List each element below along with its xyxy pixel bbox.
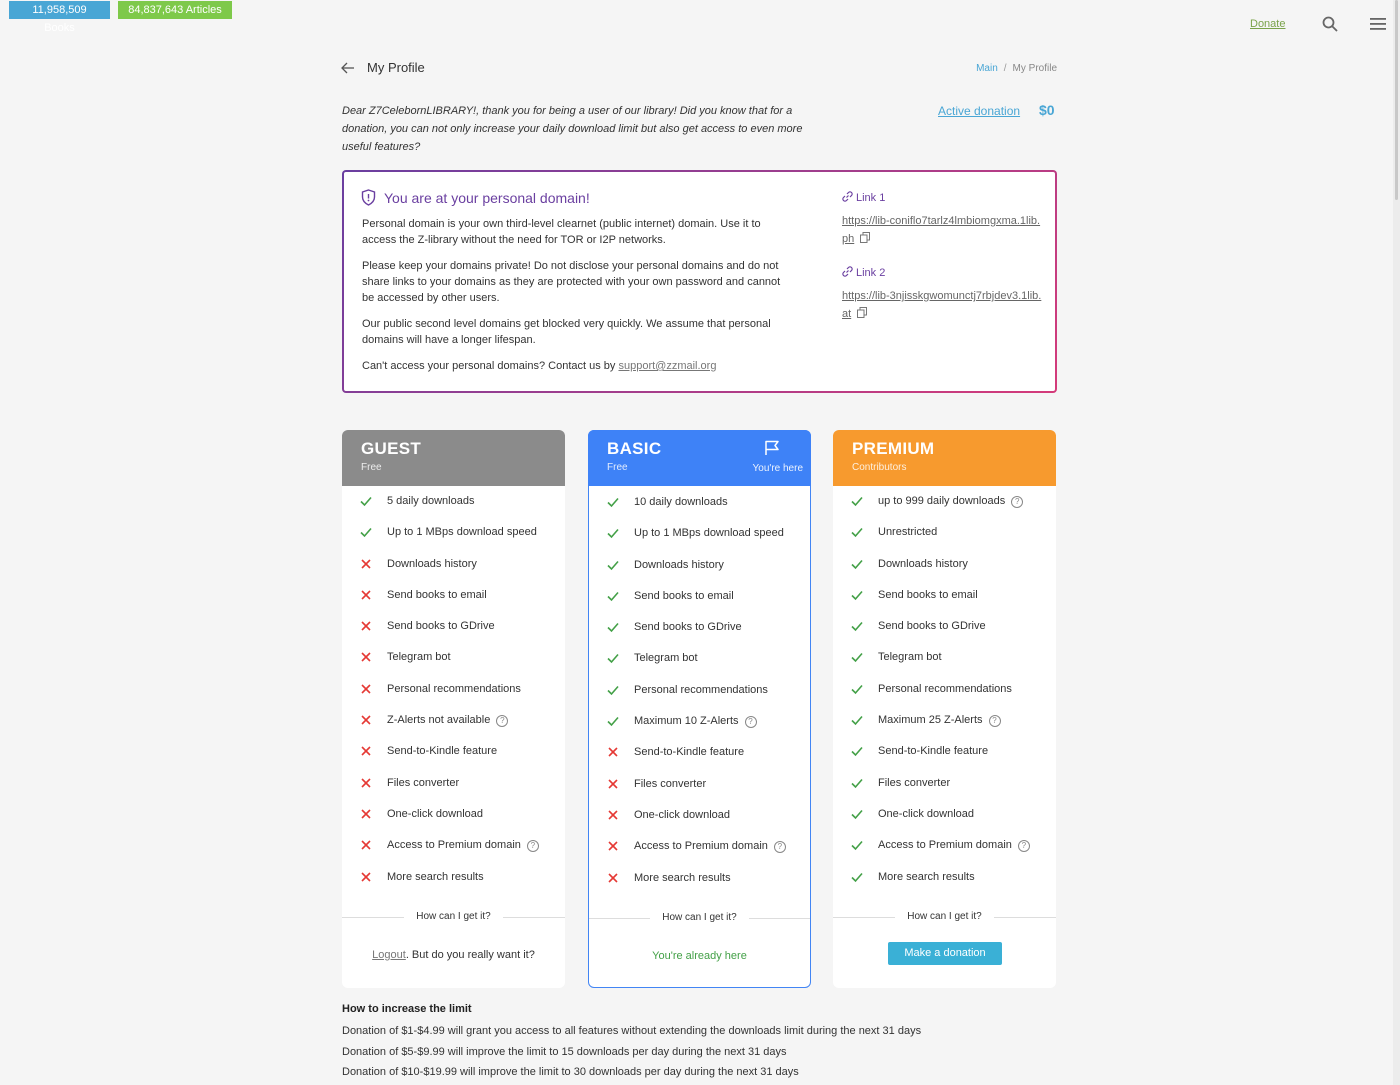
feature-label: One-click download	[878, 807, 974, 820]
feature-item	[851, 493, 1051, 524]
check-icon	[851, 714, 863, 726]
plan-footer-basic	[589, 950, 810, 962]
breadcrumb-current: My Profile	[1012, 63, 1057, 74]
feature-label: Telegram bot	[387, 651, 451, 664]
feature-item	[607, 494, 807, 525]
scrollbar-thumb[interactable]	[1395, 0, 1398, 200]
check-icon	[607, 496, 619, 508]
feature-item	[607, 619, 807, 650]
feature-item	[607, 807, 807, 838]
feature-label: Z-Alerts not available ?	[387, 712, 508, 728]
feature-label: Send books to email	[634, 589, 734, 602]
check-icon	[607, 527, 619, 539]
feature-item	[607, 838, 807, 869]
personal-domain-title: You are at your personal domain!	[384, 190, 590, 206]
articles-count-badge[interactable]: 84,837,643 Articles	[118, 1, 232, 19]
feature-item	[851, 587, 1051, 618]
feature-item	[360, 775, 560, 806]
plan-card-basic	[588, 430, 811, 988]
feature-label: Downloads history	[634, 558, 724, 571]
search-icon[interactable]	[1322, 16, 1338, 32]
check-icon	[851, 620, 863, 632]
check-icon	[851, 495, 863, 507]
feature-item	[360, 587, 560, 618]
feature-label: Telegram bot	[634, 652, 698, 665]
feature-item	[851, 524, 1051, 555]
feature-list	[851, 493, 1051, 900]
check-icon	[851, 526, 863, 538]
logout-suffix: . But do you really want it?	[405, 949, 535, 961]
cross-icon	[360, 714, 372, 726]
increase-limit-section	[342, 1003, 1042, 1083]
cross-icon	[360, 651, 372, 663]
feature-label: Downloads history	[387, 557, 477, 570]
plans-section	[342, 430, 1057, 990]
how-can-i-get-it: How can I get it?	[833, 910, 1056, 924]
check-icon	[360, 495, 372, 507]
feature-label: Maximum 10 Z-Alerts ?	[634, 713, 757, 729]
plan-header-guest	[342, 430, 565, 486]
feature-item	[607, 744, 807, 775]
feature-label: Access to Premium domain ?	[878, 837, 1030, 853]
cross-icon	[607, 746, 619, 758]
feature-item	[851, 837, 1051, 868]
feature-item	[360, 837, 560, 868]
feature-item	[607, 557, 807, 588]
increase-limit-title: How to increase the limit	[342, 1003, 472, 1015]
personal-domain-contact	[362, 358, 782, 374]
plan-footer-guest	[342, 949, 565, 961]
intro-text: Dear Z7CelebornLIBRARY!, thank you for being a user of our library! Did you know that for a donation, you can not only increase your daily download limit but also get access to even more useful features?	[342, 105, 803, 153]
plan-subtitle: Free	[607, 462, 628, 473]
help-icon[interactable]: ?	[774, 841, 786, 853]
how-can-i-get-it: How can I get it?	[342, 910, 565, 924]
hamburger-menu-icon[interactable]	[1370, 17, 1386, 31]
feature-item	[851, 869, 1051, 900]
check-icon	[851, 871, 863, 883]
active-donation-amount: $0	[1039, 102, 1055, 118]
feature-label: Personal recommendations	[878, 682, 1012, 695]
feature-label: Send-to-Kindle feature	[634, 746, 745, 759]
feature-item	[360, 806, 560, 837]
page-title: My Profile	[367, 60, 425, 75]
cross-icon	[360, 589, 372, 601]
feature-label: Send books to GDrive	[634, 621, 742, 634]
cross-icon	[607, 778, 619, 790]
check-icon	[851, 558, 863, 570]
feature-item	[360, 556, 560, 587]
check-icon	[607, 715, 619, 727]
feature-label: Maximum 25 Z-Alerts ?	[878, 712, 1001, 728]
feature-item	[607, 682, 807, 713]
link-icon	[842, 191, 853, 202]
feature-label: Personal recommendations	[387, 682, 521, 695]
personal-domain-box	[342, 170, 1057, 393]
logout-link[interactable]: Logout	[372, 949, 406, 961]
feature-item	[607, 525, 807, 556]
link-1-label: Link 1	[842, 191, 885, 204]
link-1-url[interactable]: https://lib-coniflo7tarlz4lmbiomgxma.1lib.ph	[842, 215, 1041, 245]
cross-icon	[360, 683, 372, 695]
check-icon	[851, 808, 863, 820]
increase-limit-line: Donation of $10-$19.99 will improve the limit to 30 downloads per day during the next 31 days	[342, 1066, 799, 1078]
link-2-url[interactable]: https://lib-3njisskgwomunctj7rbjdev3.1lib.at	[842, 290, 1042, 320]
feature-item	[607, 588, 807, 619]
cross-icon	[360, 558, 372, 570]
feature-item	[851, 618, 1051, 649]
plan-card-premium	[833, 430, 1056, 988]
breadcrumb-main-link[interactable]: Main	[976, 63, 998, 74]
feature-item	[360, 649, 560, 680]
feature-label: Downloads history	[878, 557, 968, 570]
feature-list	[360, 493, 560, 900]
feature-label: Send-to-Kindle feature	[387, 745, 498, 758]
active-donation-link[interactable]: Active donation	[938, 104, 1021, 118]
contact-prefix: Can't access your personal domains? Contact us by	[362, 360, 619, 372]
feature-item	[360, 493, 560, 524]
personal-domain-para-2: Please keep your domains private! Do not disclose your personal domains and do not share links to your domains as they are protected with your own password and cannot be accessed by other users.	[362, 260, 781, 304]
feature-label: More search results	[878, 870, 975, 883]
cross-icon	[607, 872, 619, 884]
cross-icon	[360, 808, 372, 820]
check-icon	[851, 589, 863, 601]
check-icon	[360, 526, 372, 538]
plan-subtitle: Contributors	[852, 462, 907, 473]
feature-item	[360, 681, 560, 712]
check-icon	[851, 745, 863, 757]
back-arrow-icon[interactable]	[341, 61, 355, 75]
shield-icon	[361, 189, 376, 206]
feature-label: More search results	[634, 871, 731, 884]
check-icon	[851, 651, 863, 663]
cross-icon	[360, 871, 372, 883]
check-icon	[607, 559, 619, 571]
you-are-here-label: You're here	[752, 463, 803, 474]
feature-label: up to 999 daily downloads ?	[878, 493, 1023, 509]
feature-item	[360, 869, 560, 900]
make-donation-button[interactable]: Make a donation	[888, 942, 1002, 965]
books-count-badge[interactable]: 11,958,509 Books	[9, 1, 110, 19]
check-icon	[851, 683, 863, 695]
check-icon	[607, 684, 619, 696]
cross-icon	[360, 745, 372, 757]
cross-icon	[360, 839, 372, 851]
feature-label: Files converter	[387, 776, 460, 789]
feature-item	[851, 775, 1051, 806]
feature-list	[607, 494, 807, 901]
plan-name: BASIC	[607, 439, 662, 458]
feature-label: Send-to-Kindle feature	[878, 745, 989, 758]
increase-limit-line: Donation of $1-$4.99 will grant you access to all features without extending the downloads limit during the next 31 days	[342, 1025, 922, 1037]
help-icon[interactable]: ?	[989, 715, 1001, 727]
flag-icon	[764, 440, 780, 456]
feature-item	[607, 713, 807, 744]
help-icon[interactable]: ?	[1018, 840, 1030, 852]
check-icon	[607, 621, 619, 633]
increase-limit-line: Donation of $5-$9.99 will improve the limit to 15 downloads per day during the next 31 days	[342, 1045, 787, 1058]
feature-label: Unrestricted	[878, 526, 938, 539]
feature-item	[851, 681, 1051, 712]
feature-label: Files converter	[634, 777, 707, 790]
personal-domain-para-3: Our public second level domains get blocked very quickly. We assume that personal domains will have a longer lifespan.	[362, 318, 771, 346]
feature-item	[360, 618, 560, 649]
top-bar	[0, 0, 1400, 40]
feature-item	[607, 870, 807, 901]
feature-item	[851, 649, 1051, 680]
feature-label: 5 daily downloads	[387, 495, 475, 507]
check-icon	[851, 777, 863, 789]
feature-item	[851, 806, 1051, 837]
already-here-label: You're already here	[652, 950, 747, 962]
feature-item	[360, 743, 560, 774]
donate-link[interactable]: Donate	[1250, 18, 1286, 30]
plan-name: PREMIUM	[852, 439, 935, 458]
personal-domain-para-1: Personal domain is your own third-level clearnet (public internet) domain. Use it to access the Z-library without the need for TOR or I2P networks.	[362, 218, 761, 246]
link-2-label: Link 2	[842, 266, 885, 279]
plan-card-guest	[342, 430, 565, 988]
cross-icon	[360, 777, 372, 789]
feature-label: Send books to email	[878, 588, 978, 601]
check-icon	[607, 590, 619, 602]
feature-label: Send books to GDrive	[387, 620, 495, 633]
help-icon[interactable]: ?	[496, 715, 508, 727]
plan-subtitle: Free	[361, 462, 382, 473]
feature-label: Files converter	[878, 776, 951, 789]
feature-label: Access to Premium domain ?	[634, 838, 786, 854]
check-icon	[851, 839, 863, 851]
help-icon[interactable]: ?	[527, 840, 539, 852]
feature-label: Up to 1 MBps download speed	[634, 527, 784, 540]
feature-label: Access to Premium domain ?	[387, 837, 539, 853]
page-header	[341, 60, 1057, 80]
feature-label: Telegram bot	[878, 651, 942, 664]
feature-item	[607, 776, 807, 807]
plan-header-basic	[588, 430, 811, 486]
cross-icon	[360, 620, 372, 632]
feature-label: More search results	[387, 870, 484, 883]
feature-label: Send books to GDrive	[878, 620, 986, 633]
breadcrumb-separator: /	[1003, 63, 1007, 74]
feature-label: One-click download	[634, 808, 730, 821]
feature-label: Up to 1 MBps download speed	[387, 526, 537, 539]
copy-icon[interactable]	[857, 307, 867, 318]
feature-item	[851, 712, 1051, 743]
feature-label: Personal recommendations	[634, 683, 768, 696]
link-icon	[842, 266, 853, 277]
cross-icon	[607, 840, 619, 852]
feature-label: 10 daily downloads	[634, 496, 728, 508]
feature-item	[607, 650, 807, 681]
plan-name: GUEST	[361, 439, 422, 458]
feature-item	[360, 524, 560, 555]
help-icon[interactable]: ?	[745, 716, 757, 728]
cross-icon	[607, 809, 619, 821]
feature-item	[360, 712, 560, 743]
plan-header-premium	[833, 430, 1056, 486]
feature-item	[851, 743, 1051, 774]
help-icon[interactable]: ?	[1011, 496, 1023, 508]
support-email-link[interactable]: support@zzmail.org	[618, 360, 717, 372]
feature-item	[851, 556, 1051, 587]
feature-label: One-click download	[387, 807, 483, 820]
feature-label: Send books to email	[387, 588, 487, 601]
how-can-i-get-it: How can I get it?	[589, 911, 810, 925]
check-icon	[607, 652, 619, 664]
breadcrumb	[976, 63, 1057, 74]
copy-icon[interactable]	[860, 232, 870, 243]
